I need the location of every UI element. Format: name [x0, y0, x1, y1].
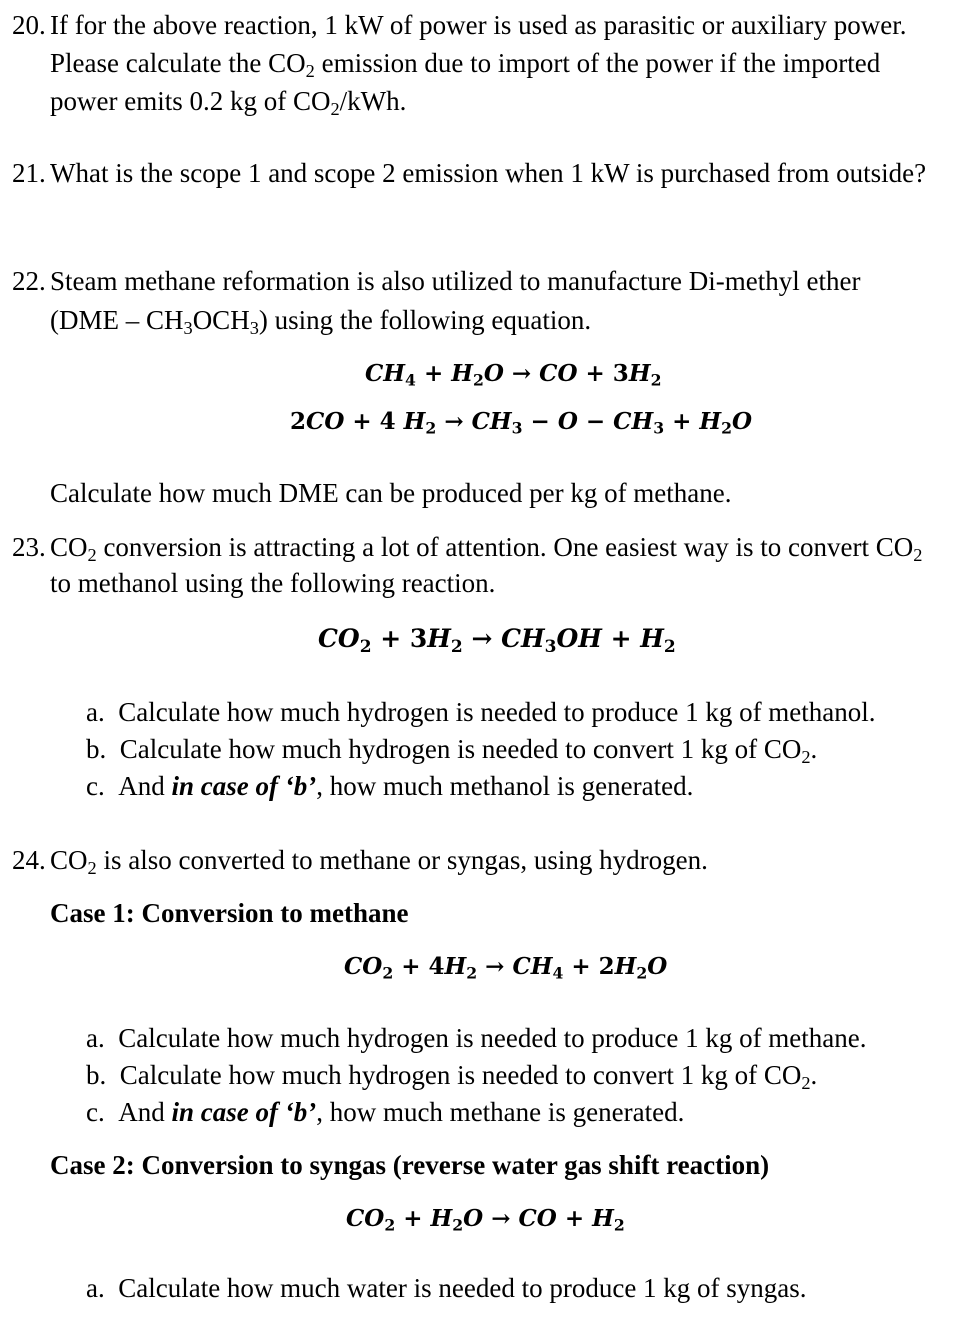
- question-20-line-2: Please calculate the $CO_2$ emission due to import of the power if the imported: [50, 48, 881, 82]
- question-23-item-a: a. Calculate how much hydrogen is needed to produce 1 kg of methanol.: [86, 697, 876, 727]
- question-24-line-1: $CO_2$ is also converted to methane or syngas, using hydrogen.: [50, 845, 708, 879]
- equation-smr: $CH_4 + H_2O$ → CO + $3H_2$: [365, 360, 662, 390]
- equation-rwgs: $CO_2 + H_2O$ → CO + $H_2$: [346, 1205, 625, 1235]
- question-23-line-1: $CO_2$ conversion is attracting a lot of attention. One easiest way is to convert $CO_2$: [50, 532, 923, 566]
- question-20-line-1: If for the above reaction, 1 kW of power is used as parasitic or auxiliary power.: [50, 10, 907, 40]
- case-2-item-a: a. Calculate how much water is needed to produce 1 kg of syngas.: [86, 1273, 807, 1303]
- case-1-title: Case 1: Conversion to methane: [50, 898, 409, 928]
- case-1-item-c: c. And in case of ‘b’, how much methane is generated.: [86, 1097, 685, 1127]
- question-23-line-2: to methanol using the following reaction.: [50, 568, 496, 598]
- question-21-text: What is the scope 1 and scope 2 emission when 1 kW is purchased from outside?: [50, 158, 927, 188]
- equation-dme: 2CO + 4 $H_2 \to CH_3 - O - CH_3 + H_2O$: [290, 408, 753, 438]
- case-2-title: Case 2: Conversion to syngas (reverse water gas shift reaction): [50, 1150, 770, 1180]
- question-23-number: 23.: [12, 532, 46, 562]
- question-20-number: 20.: [12, 10, 46, 40]
- question-22-line-1: Steam methane reformation is also utilized to manufacture Di-methyl ether: [50, 266, 861, 296]
- question-23-item-b: b. Calculate how much hydrogen is needed to convert 1 kg of $CO_2$.: [86, 734, 818, 768]
- question-22-number: 22.: [12, 266, 46, 296]
- question-22-tail: Calculate how much DME can be produced per kg of methane.: [50, 478, 732, 508]
- case-1-item-b: b. Calculate how much hydrogen is needed to convert 1 kg of $CO_2$.: [86, 1060, 818, 1094]
- question-24-number: 24.: [12, 845, 46, 875]
- question-23-item-c: c. And in case of ‘b’, how much methanol is generated.: [86, 771, 694, 801]
- equation-methanol: $CO_2 + 3H_2 \to CH_3OH + H_2$: [318, 624, 676, 657]
- case-1-item-a: a. Calculate how much hydrogen is needed to produce 1 kg of methane.: [86, 1023, 867, 1053]
- question-22-line-2: $(DME - CH_3OCH_3)$ using the following equation.: [50, 305, 592, 339]
- question-20-line-3: power emits 0.2 kg of $CO_2$/kWh.: [50, 86, 407, 120]
- question-21-number: 21.: [12, 158, 46, 188]
- equation-methanation: $CO_2 + 4H_2 \to CH_4 + 2H_2O$: [344, 953, 668, 983]
